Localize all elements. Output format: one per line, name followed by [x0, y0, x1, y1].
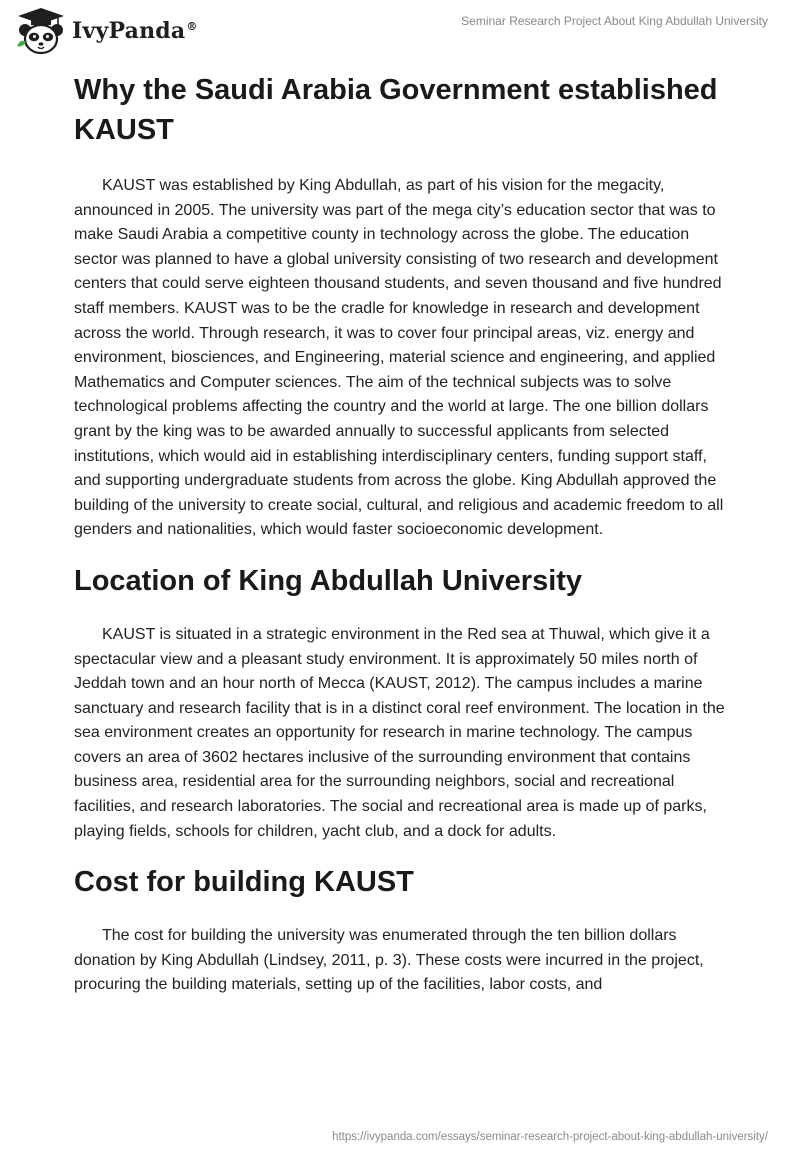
section-heading: Location of King Abdullah University	[74, 564, 583, 597]
section-paragraph: The cost for building the university was enumerated through the ten billion dollars donation by King Abdullah (Lindsey, 2011, p. 3). These costs were incurred in the project, procuring the building materials, setting up of the facilities, labor costs, and	[74, 927, 704, 994]
page-header	[0, 0, 800, 62]
section-heading: Cost for building KAUST	[74, 866, 414, 899]
section-paragraph: KAUST is situated in a strategic environment in the Red sea at Thuwal, which give it a spectacular view and a pleasant study environment. It is approximately 50 miles north of Jeddah town and an hour north of Mecca (KAUST, 2012). The campus includes a marine sanctuary and research facility that is in a distinct coral reef environment. The location in the sea environment creates an opportunity for research in marine technology. The campus covers an area of 3602 hectares inclusive of the surrounding environment that contains business area, residential area for the surrounding neighbors, social and recreational facilities, and research laboratories. The social and recreational area is made up of parks, playing fields, schools for children, yacht club, and a dock for adults.	[74, 625, 725, 840]
section-heading: Why the Saudi Arabia Government established KAUST	[74, 74, 718, 146]
source-url[interactable]: https://ivypanda.com/essays/seminar-research-project-about-king-abdullah-university/	[332, 1131, 768, 1143]
logo[interactable]	[14, 6, 198, 56]
section-paragraph: KAUST was established by King Abdullah, as part of his vision for the megacity, announced in 2005. The university was part of the mega city’s education sector that was to make Saudi Arabia a competitive county in technology across the globe. The education sector was planned to have a global university consisting of two research and development centers that could serve eighteen thousand students, and seven thousand and five hundred staff members. KAUST was to be the cradle for knowledge in research and development across the world. Through research, it was to cover four principal areas, viz. energy and environment, biosciences, and Engineering, material science and engineering, and applied Mathematics and Computer sciences. The aim of the technical subjects was to solve technological problems affecting the country and the world at large. The one billion dollars grant by the king was to be awarded annually to successful applicants from selected institutions, which would aid in establishing interdisciplinary centers, funding support staff, and supporting undergraduate students from across the globe. King Abdullah approved the building of the university to create social, cultural, and religious and academic freedom to all genders and nationalities, which would faster socioeconomic development.	[74, 177, 724, 539]
logo-text: IvyPanda®	[72, 18, 198, 44]
document-title: Seminar Research Project About King Abdullah University	[461, 14, 768, 28]
panda-graduate-icon	[14, 6, 68, 56]
article-body	[74, 70, 734, 998]
